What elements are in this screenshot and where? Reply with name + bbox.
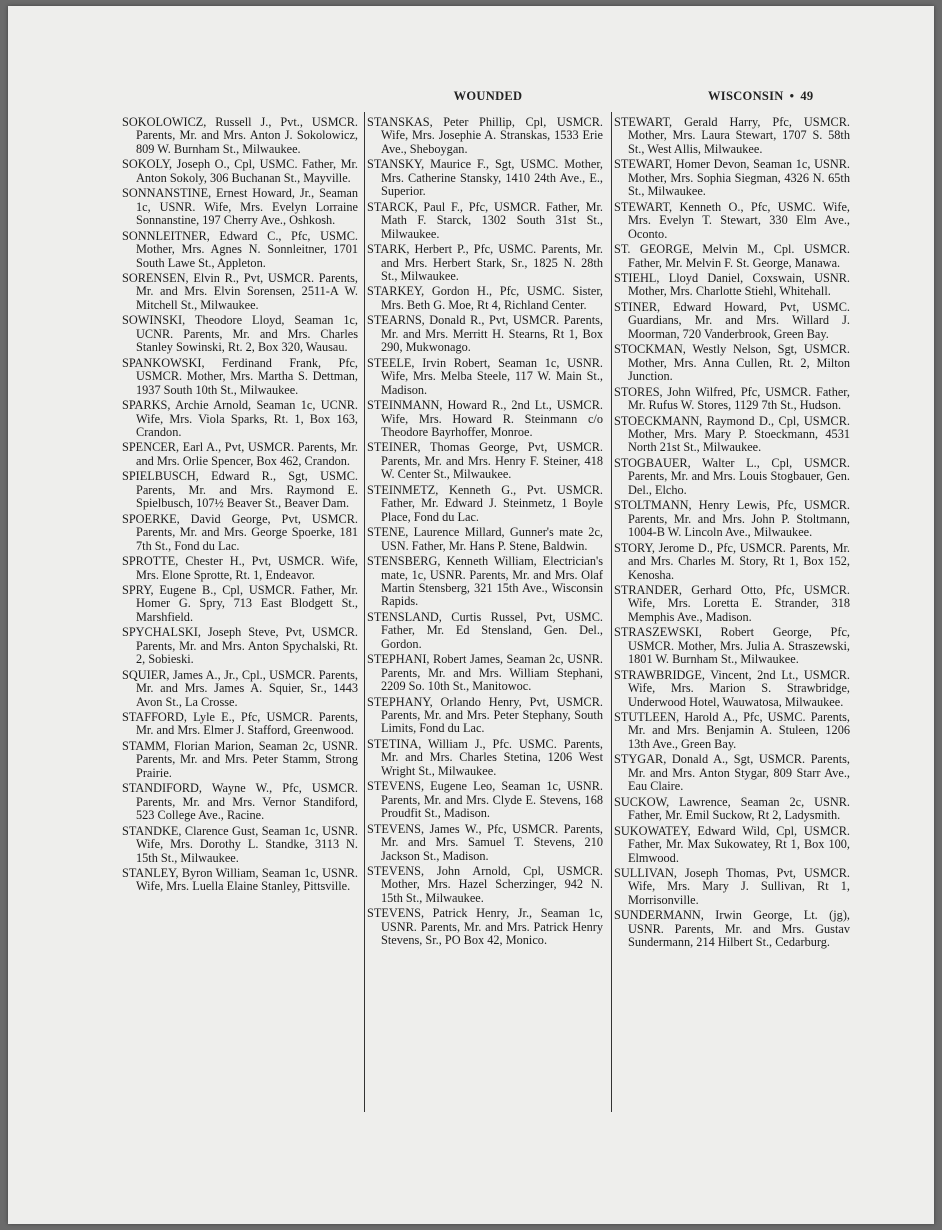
column-2 — [367, 116, 603, 950]
casualty-entry: SULLIVAN, Joseph Thomas, Pvt, USMCR. Wife, Mrs. Mary J. Sullivan, Rt 1, Morrisonville. — [614, 866, 850, 907]
casualty-entry: SPANKOWSKI, Ferdinand Frank, Pfc, USMCR. Mother, Mrs. Martha S. Dettman, 1937 South 10th St., Milwaukee. — [122, 355, 358, 397]
casualty-entry: STOLTMANN, Henry Lewis, Pfc, USMCR. Parents, Mr. and Mrs. John P. Stoltmann, 1004-B W. Lincoln Ave., Milwaukee. — [614, 498, 850, 540]
casualty-entry: ST. GEORGE, Melvin M., Cpl. USMCR. Father, Mr. Melvin F. St. George, Manawa. — [614, 242, 850, 270]
casualty-entry: STANLEY, Byron William, Seaman 1c, USNR. Wife, Mrs. Luella Elaine Stanley, Pittsville. — [122, 866, 358, 894]
casualty-entry: SPARKS, Archie Arnold, Seaman 1c, UCNR. Wife, Mrs. Viola Sparks, Rt. 1, Box 163, Crandon. — [122, 398, 358, 439]
casualty-entry: STYGAR, Donald A., Sgt, USMCR. Parents, Mr. and Mrs. Anton Stygar, 809 Starr Ave., Eau Claire. — [614, 752, 850, 794]
casualty-entry: STETINA, William J., Pfc. USMC. Parents, Mr. and Mrs. Charles Stetina, 1206 West Wright St., Milwaukee. — [367, 736, 603, 778]
casualty-entry: SQUIER, James A., Jr., Cpl., USMCR. Parents, Mr. and Mrs. James A. Squier, Sr., 1443 Avon St., La Crosse. — [122, 667, 358, 709]
casualty-entry: STRAWBRIDGE, Vincent, 2nd Lt., USMCR. Wife, Mrs. Marion S. Strawbridge, Underwood Hotel, Wauwatosa, Milwaukee. — [614, 667, 850, 709]
casualty-entry: STORY, Jerome D., Pfc, USMCR. Parents, Mr. and Mrs. Charles M. Story, Rt 1, Box 152, Kenosha. — [614, 540, 850, 582]
casualty-entry: SUCKOW, Lawrence, Seaman 2c, USNR. Father, Mr. Emil Suckow, Rt 2, Ladysmith. — [614, 794, 850, 823]
casualty-entry: STOGBAUER, Walter L., Cpl, USMCR. Parents, Mr. and Mrs. Louis Stogbauer, Gen. Del., Elcho. — [614, 455, 850, 497]
casualty-entry: STANDKE, Clarence Gust, Seaman 1c, USNR. Wife, Mrs. Dorothy L. Standke, 3113 N. 15th St., Milwaukee. — [122, 823, 358, 865]
section-title: WOUNDED — [453, 89, 523, 103]
casualty-entry: STEWART, Kenneth O., Pfc, USMC. Wife, Mrs. Evelyn T. Stewart, 330 Elm Ave., Oconto. — [614, 199, 850, 241]
casualty-entry: STEVENS, Patrick Henry, Jr., Seaman 1c, USNR. Parents, Mr. and Mrs. Patrick Henry Stevens, Sr., PO Box 42, Monico. — [367, 906, 603, 948]
casualty-entry: SONNANSTINE, Ernest Howard, Jr., Seaman 1c, USNR. Wife, Mrs. Evelyn Lorraine Sonnanstine, 197 Cherry Ave., Oshkosh. — [122, 186, 358, 228]
casualty-entry: STINER, Edward Howard, Pvt, USMC. Guardians, Mr. and Mrs. Willard J. Moorman, 720 Vanderbrook, Green Bay. — [614, 299, 850, 341]
casualty-entry: STEPHANI, Robert James, Seaman 2c, USNR. Parents, Mr. and Mrs. William Stephani, 2209 So. 10th St., Manitowoc. — [367, 652, 603, 694]
casualty-entry: STARCK, Paul F., Pfc, USMCR. Father, Mr. Math F. Starck, 1302 South 31st St., Milwaukee. — [367, 199, 603, 241]
casualty-entry: STENE, Laurence Millard, Gunner's mate 2c, USN. Father, Mr. Hans P. Stene, Baldwin. — [367, 525, 603, 553]
casualty-entry: STANSKY, Maurice F., Sgt, USMC. Mother, Mrs. Catherine Stansky, 1410 24th Ave., E., Superior. — [367, 157, 603, 199]
running-header — [708, 88, 813, 104]
state-name: WISCONSIN — [708, 89, 784, 103]
casualty-entry: SOWINSKI, Theodore Lloyd, Seaman 1c, UCNR. Parents, Mr. and Mrs. Charles Stanley Sowinski, Rt. 2, Box 320, Wausau. — [122, 313, 358, 355]
casualty-entry: SUKOWATEY, Edward Wild, Cpl, USMCR. Father, Mr. Max Sukowatey, Rt 1, Box 100, Elmwood. — [614, 823, 850, 865]
casualty-entry: STANSKAS, Peter Phillip, Cpl, USMCR. Wife, Mrs. Josephie A. Stranskas, 1533 Erie Ave., Sheboygan. — [367, 115, 603, 156]
casualty-entry: STEARNS, Donald R., Pvt, USMCR. Parents, Mr. and Mrs. Merritt H. Stearns, Rt 1, Box 290, Mukwonago. — [367, 313, 603, 355]
casualty-entry: STUTLEEN, Harold A., Pfc, USMC. Parents, Mr. and Mrs. Benjamin A. Stuleen, 1206 13th Ave., Green Bay. — [614, 710, 850, 751]
casualty-entry: SUNDERMANN, Irwin George, Lt. (jg), USNR. Parents, Mr. and Mrs. Gustav Sundermann, 214 Hilbert St., Cedarburg. — [614, 908, 850, 950]
casualty-entry: STOCKMAN, Westly Nelson, Sgt, USMCR. Mother, Mrs. Anna Cullen, Rt. 2, Milton Junction. — [614, 342, 850, 384]
casualty-entry: STANDIFORD, Wayne W., Pfc, USMCR. Parents, Mr. and Mrs. Vernor Standiford, 523 College Ave., Racine. — [122, 781, 358, 823]
casualty-entry: SPOERKE, David George, Pvt, USMCR. Parents, Mr. and Mrs. George Spoerke, 181 7th St., Fond du Lac. — [122, 511, 358, 553]
column-divider — [364, 112, 365, 1112]
column-3 — [614, 116, 850, 952]
casualty-entry: STAMM, Florian Marion, Seaman 2c, USNR. Parents, Mr. and Mrs. Peter Stamm, Strong Prairie. — [122, 738, 358, 780]
casualty-entry: STOECKMANN, Raymond D., Cpl, USMCR. Mother, Mrs. Mary P. Stoeckmann, 4531 North 21st St., Milwaukee. — [614, 413, 850, 455]
document-page — [8, 6, 934, 1224]
casualty-entry: SPIELBUSCH, Edward R., Sgt, USMC. Parents, Mr. and Mrs. Raymond E. Spielbusch, 107½ Beaver St., Beaver Dam. — [122, 469, 358, 511]
casualty-entry: STRANDER, Gerhard Otto, Pfc, USMCR. Wife, Mrs. Loretta E. Strander, 318 Memphis Ave., Madison. — [614, 582, 850, 624]
page-number: 49 — [800, 89, 814, 103]
casualty-entry: STARK, Herbert P., Pfc, USMC. Parents, Mr. and Mrs. Herbert Stark, Sr., 1825 N. 28th St., Milwaukee. — [367, 242, 603, 283]
casualty-entry: STEINER, Thomas George, Pvt, USMCR. Parents, Mr. and Mrs. Henry F. Steiner, 418 W. Center St., Milwaukee. — [367, 440, 603, 482]
casualty-entry: SPROTTE, Chester H., Pvt, USMCR. Wife, Mrs. Elone Sprotte, Rt. 1, Endeavor. — [122, 554, 358, 582]
casualty-entry: SOKOLY, Joseph O., Cpl, USMC. Father, Mr. Anton Sokoly, 306 Buchanan St., Mayville. — [122, 157, 358, 185]
casualty-entry: STAFFORD, Lyle E., Pfc, USMCR. Parents, Mr. and Mrs. Elmer J. Stafford, Greenwood. — [122, 710, 358, 738]
casualty-entry: STEVENS, Eugene Leo, Seaman 1c, USNR. Parents, Mr. and Mrs. Clyde E. Stevens, 168 Proudfit St., Madison. — [367, 779, 603, 821]
casualty-entry: STENSLAND, Curtis Russel, Pvt, USMC. Father, Mr. Ed Stensland, Gen. Del., Gordon. — [367, 609, 603, 651]
casualty-entry: STIEHL, Lloyd Daniel, Coxswain, USNR. Mother, Mrs. Charlotte Stiehl, Whitehall. — [614, 270, 850, 299]
column-1 — [122, 116, 358, 896]
casualty-entry: STORES, John Wilfred, Pfc, USMCR. Father, Mr. Rufus W. Stores, 1129 7th St., Hudson. — [614, 384, 850, 413]
casualty-entry: SPRY, Eugene B., Cpl, USMCR. Father, Mr. Homer G. Spry, 713 East Blodgett St., Marshfield. — [122, 582, 358, 624]
casualty-entry: SPENCER, Earl A., Pvt, USMCR. Parents, Mr. and Mrs. Orlie Spencer, Box 462, Crandon. — [122, 440, 358, 468]
casualty-entry: STEWART, Gerald Harry, Pfc, USMCR. Mother, Mrs. Laura Stewart, 1707 S. 58th St., West Allis, Milwaukee. — [614, 115, 850, 156]
casualty-entry: STEVENS, John Arnold, Cpl, USMCR. Mother, Mrs. Hazel Scherzinger, 942 N. 15th St., Milwaukee. — [367, 864, 603, 905]
casualty-entry: STEVENS, James W., Pfc, USMCR. Parents, Mr. and Mrs. Samuel T. Stevens, 210 Jackson St., Madison. — [367, 821, 603, 863]
casualty-entry: STEINMETZ, Kenneth G., Pvt. USMCR. Father, Mr. Edward J. Steinmetz, 1 Boyle Place, Fond du Lac. — [367, 482, 603, 524]
casualty-entry: STENSBERG, Kenneth William, Electrician's mate, 1c, USNR. Parents, Mr. and Mrs. Olaf Martin Stensberg, 321 15th Ave., Wisconsin Rapids. — [367, 554, 603, 609]
casualty-entry: STEWART, Homer Devon, Seaman 1c, USNR. Mother, Mrs. Sophia Siegman, 4326 N. 65th St., Milwaukee. — [614, 157, 850, 199]
casualty-entry: STEINMANN, Howard R., 2nd Lt., USMCR. Wife, Mrs. Howard R. Steinmann c/o Theodore Bayrhoffer, Monroe. — [367, 398, 603, 439]
casualty-entry: SONNLEITNER, Edward C., Pfc, USMC. Mother, Mrs. Agnes N. Sonnleitner, 1701 South Lawe St., Appleton. — [122, 228, 358, 270]
casualty-entry: STEELE, Irvin Robert, Seaman 1c, USNR. Wife, Mrs. Melba Steele, 117 W. Main St., Madison. — [367, 355, 603, 397]
casualty-entry: SOKOLOWICZ, Russell J., Pvt., USMCR. Parents, Mr. and Mrs. Anton J. Sokolowicz, 809 W. Burnham St., Milwaukee. — [122, 115, 358, 156]
casualty-entry: SORENSEN, Elvin R., Pvt, USMCR. Parents, Mr. and Mrs. Elvin Sorensen, 2511-A W. Mitchell St., Milwaukee. — [122, 270, 358, 312]
column-divider — [611, 112, 612, 1112]
casualty-entry: STEPHANY, Orlando Henry, Pvt, USMCR. Parents, Mr. and Mrs. Peter Stephany, South Limits, Fond du Lac. — [367, 694, 603, 736]
casualty-entry: STARKEY, Gordon H., Pfc, USMC. Sister, Mrs. Beth G. Moe, Rt 4, Richland Center. — [367, 284, 603, 312]
header-separator: • — [789, 89, 795, 103]
casualty-entry: SPYCHALSKI, Joseph Steve, Pvt, USMCR. Parents, Mr. and Mrs. Anton Spychalski, Rt. 2, Sobieski. — [122, 625, 358, 667]
casualty-entry: STRASZEWSKI, Robert George, Pfc, USMCR. Mother, Mrs. Julia A. Straszewski, 1801 W. Burnham St., Milwaukee. — [614, 625, 850, 667]
